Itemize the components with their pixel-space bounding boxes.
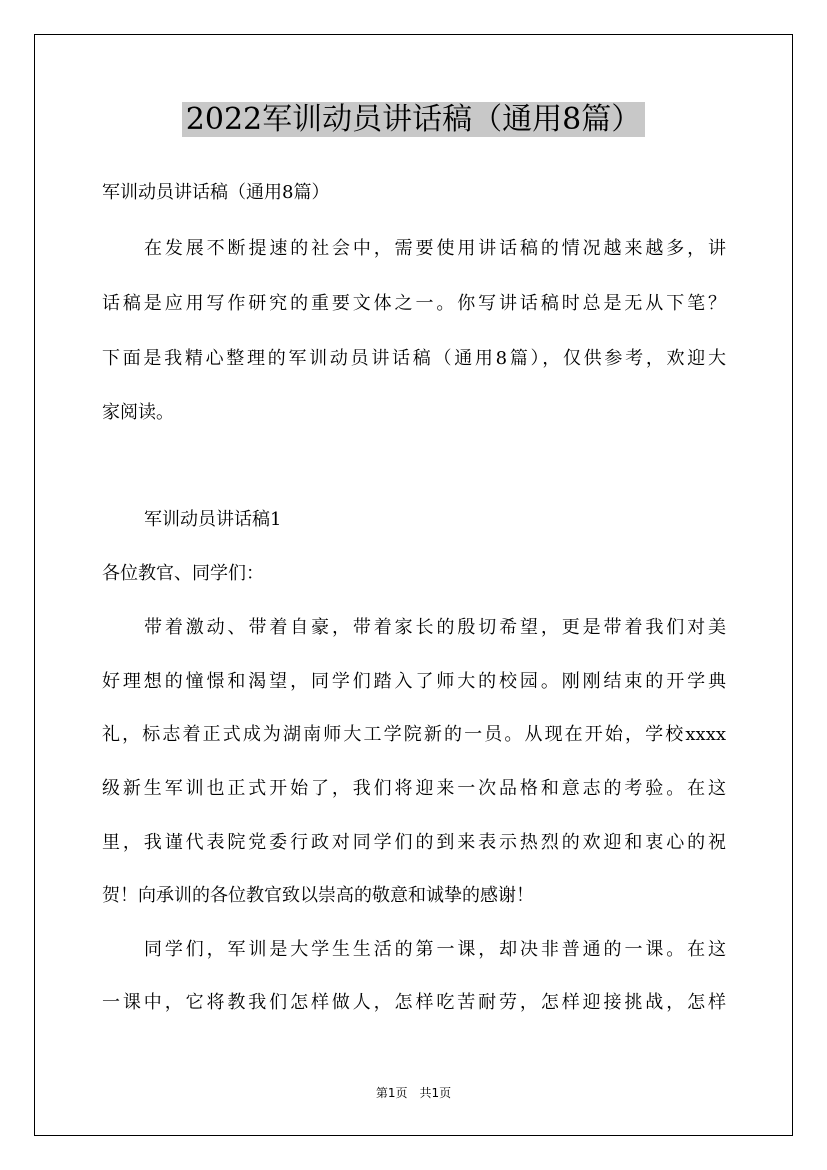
title-text: 2022军训动员讲话稿（通用8篇） [182, 102, 645, 137]
section-heading: 军训动员讲话稿1 [144, 509, 282, 530]
paragraph-line: 带着激动、带着自豪，带着家长的殷切希望，更是带着我们对美 [144, 617, 726, 638]
paragraph-line: 里，我谨代表院党委行政对同学们的到来表示热烈的欢迎和衷心的祝 [102, 832, 726, 853]
subtitle: 军训动员讲话稿（通用8篇） [102, 182, 330, 203]
paragraph-line: 同学们，军训是大学生生活的第一课，却决非普通的一课。在这 [144, 939, 726, 960]
paragraph-line: 好理想的憧憬和渴望，同学们踏入了师大的校园。刚刚结束的开学典 [102, 671, 726, 692]
intro-line: 在发展不断提速的社会中，需要使用讲话稿的情况越来越多，讲 [144, 238, 726, 259]
paragraph-line: 礼，标志着正式成为湖南师大工学院新的一员。从现在开始，学校xxxx [102, 724, 726, 745]
intro-line: 话稿是应用写作研究的重要文体之一。你写讲话稿时总是无从下笔？ [102, 293, 726, 314]
intro-line: 下面是我精心整理的军训动员讲话稿（通用8篇），仅供参考，欢迎大 [102, 348, 726, 369]
paragraph-line: 级新生军训也正式开始了，我们将迎来一次品格和意志的考验。在这 [102, 778, 726, 799]
document-title [0, 98, 827, 142]
intro-line: 家阅读。 [102, 402, 174, 423]
paragraph-line: 贺！向承训的各位教官致以崇高的敬意和诚挚的感谢！ [102, 885, 534, 906]
page-number: 第1页 共1页 [375, 1086, 452, 1100]
salutation: 各位教官、同学们： [102, 563, 264, 584]
paragraph-line: 一课中，它将教我们怎样做人，怎样吃苦耐劳，怎样迎接挑战，怎样 [102, 992, 726, 1013]
